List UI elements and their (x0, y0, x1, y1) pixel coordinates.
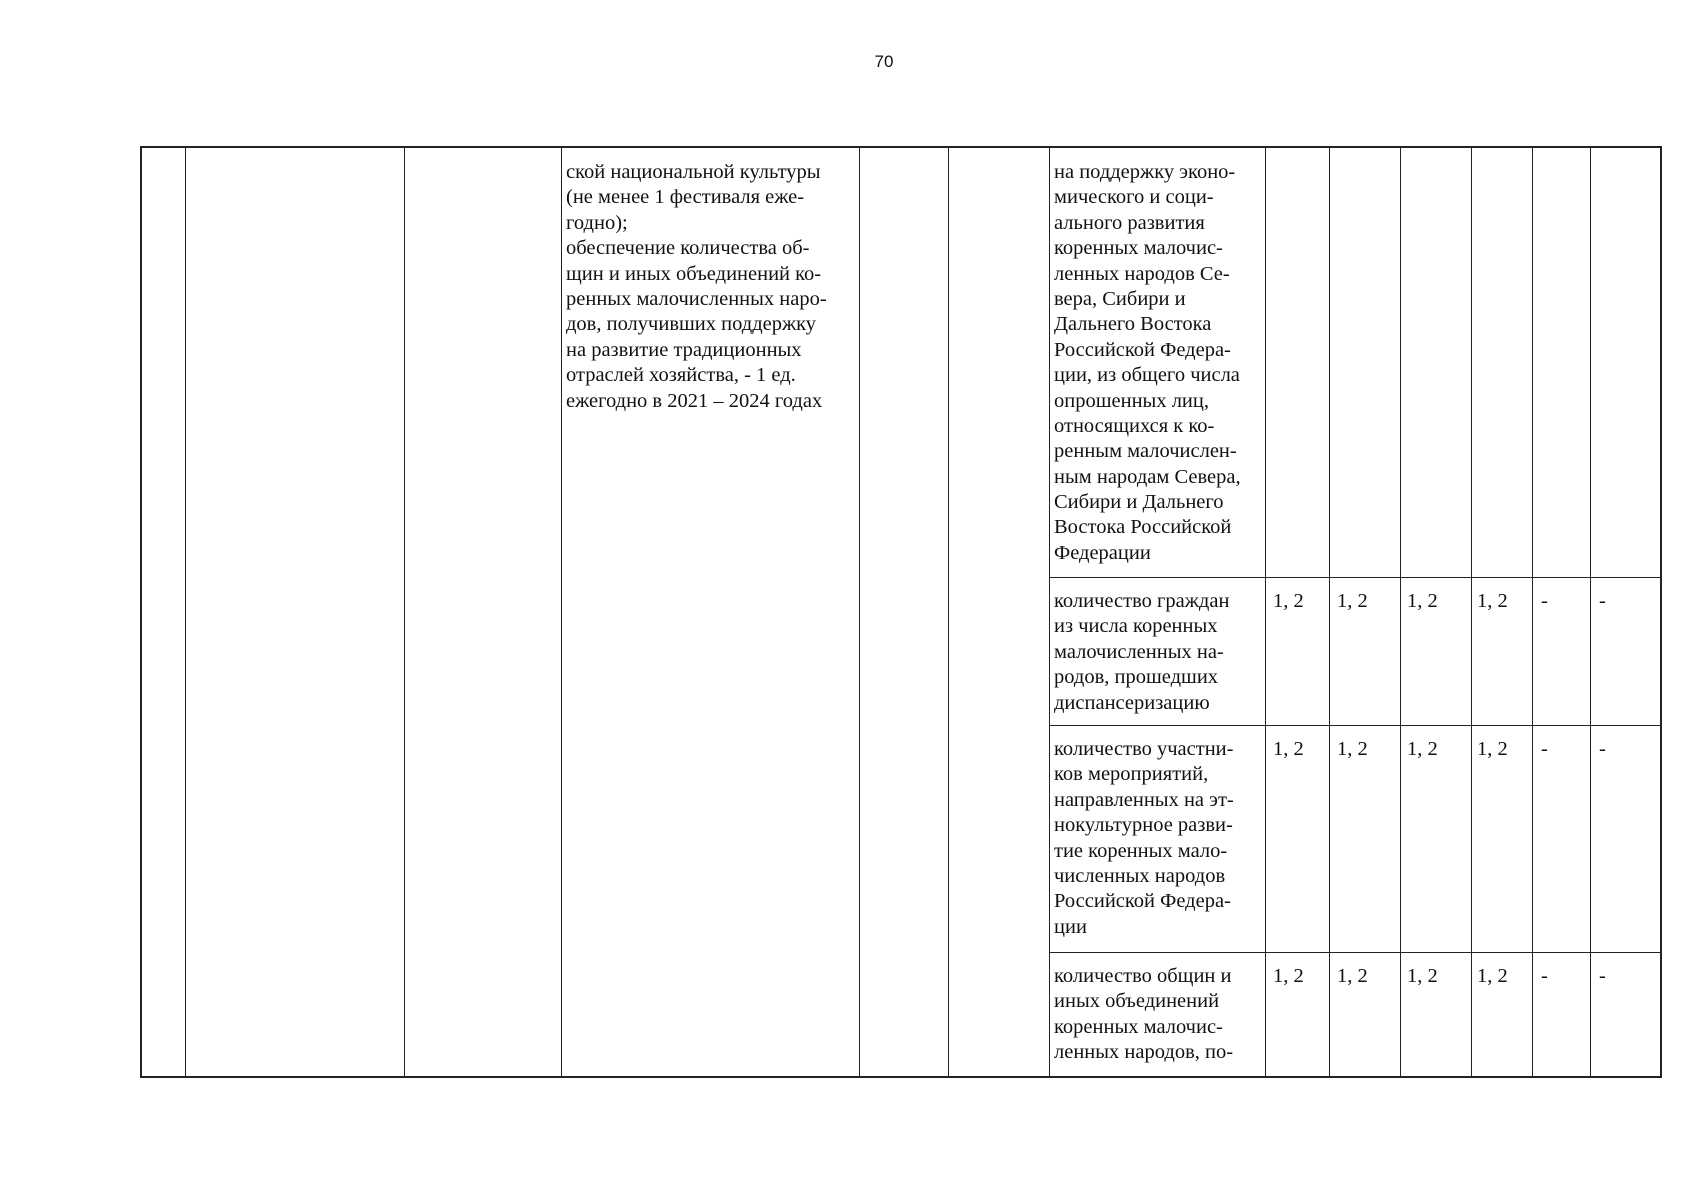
cell-text-line: количество участни- (1054, 738, 1234, 760)
table-rule (1049, 725, 1661, 726)
indicator-value: 1, 2 (1407, 738, 1438, 760)
indicator-value: - (1599, 738, 1606, 760)
table-rule (1471, 147, 1472, 1077)
table-rule (185, 147, 186, 1077)
table-rule (404, 147, 405, 1077)
cell-text-line: Федерации (1054, 541, 1151, 564)
table-rule (1400, 147, 1401, 1077)
page-number: 70 (874, 52, 894, 71)
cell-text-line: дов, получивших поддержку (566, 313, 817, 336)
cell-text-line: ков мероприятий, (1054, 763, 1209, 786)
cell-text-line: ренных малочисленных наро- (566, 287, 827, 310)
cell-text-line: ленных народов, по- (1054, 1041, 1234, 1064)
cell-text-line: количество граждан (1054, 590, 1230, 612)
cell-text-line: Российской Федера- (1054, 890, 1231, 913)
indicator-value: 1, 2 (1273, 965, 1304, 987)
indicator-cell (1054, 589, 1229, 716)
indicator-value: - (1541, 738, 1548, 760)
indicator-value: 1, 2 (1477, 590, 1508, 612)
cell-text-line: Российской Федера- (1054, 338, 1231, 361)
table-rule (140, 1076, 1662, 1078)
table-rule (140, 146, 1662, 148)
table-rule (1049, 952, 1661, 953)
cell-text-line: ным народам Севера, (1054, 465, 1241, 488)
indicator-value: 1, 2 (1273, 738, 1304, 760)
cell-text-line: количество общин и (1054, 965, 1232, 987)
table-rule (859, 147, 860, 1077)
table-rule (1590, 147, 1591, 1077)
table-rule (561, 147, 562, 1077)
cell-text-line: нокультурное разви- (1054, 814, 1233, 837)
cell-text-line: ленных народов Се- (1054, 262, 1230, 285)
table-rule (948, 147, 949, 1077)
cell-text-line: численных народов (1054, 864, 1226, 887)
cell-text-line: обеспечение количества об- (566, 237, 810, 260)
cell-text-line: Сибири и Дальнего (1054, 491, 1224, 514)
indicator-cell (1054, 160, 1241, 566)
cell-text-line: из числа коренных (1054, 615, 1218, 638)
indicator-value: - (1541, 965, 1548, 987)
cell-text-line: родов, прошедших (1054, 666, 1219, 689)
table-rule (1049, 577, 1661, 578)
indicator-value: 1, 2 (1337, 590, 1368, 612)
cell-text-line: вера, Сибири и (1054, 287, 1186, 310)
cell-text-line: ции (1054, 915, 1087, 938)
cell-text-line: ежегодно в 2021 – 2024 годах (566, 389, 823, 412)
indicator-cell (1054, 964, 1233, 1066)
cell-text-line: Востока Российской (1054, 516, 1232, 539)
cell-text-line: ального развития (1054, 211, 1205, 234)
goals-cell (566, 160, 827, 414)
table-rule (1049, 147, 1050, 1077)
table-rule (1660, 147, 1662, 1077)
table-rule (140, 147, 142, 1077)
cell-text-line: мического и соци- (1054, 186, 1214, 209)
indicator-value: 1, 2 (1337, 738, 1368, 760)
cell-text-line: коренных малочис- (1054, 1015, 1223, 1038)
cell-text-line: щин и иных объединений ко- (566, 262, 822, 285)
cell-text-line: опрошенных лиц, (1054, 389, 1209, 412)
indicator-value: 1, 2 (1337, 965, 1368, 987)
indicator-value: - (1599, 965, 1606, 987)
cell-text-line: тие коренных мало- (1054, 839, 1228, 862)
indicator-value: 1, 2 (1407, 590, 1438, 612)
cell-text-line: Дальнего Востока (1054, 313, 1212, 336)
cell-text-line: малочисленных на- (1054, 640, 1224, 663)
table-rule (1532, 147, 1533, 1077)
table-rule (1329, 147, 1330, 1077)
cell-text-line: направленных на эт- (1054, 788, 1234, 811)
indicator-value: 1, 2 (1477, 738, 1508, 760)
cell-text-line: коренных малочис- (1054, 237, 1223, 260)
indicator-value: 1, 2 (1477, 965, 1508, 987)
indicator-value: 1, 2 (1273, 590, 1304, 612)
cell-text-line: (не менее 1 фестиваля еже- (566, 186, 805, 209)
indicator-value: - (1599, 590, 1606, 612)
cell-text-line: на поддержку эконо- (1054, 161, 1236, 183)
cell-text-line: отраслей хозяйства, - 1 ед. (566, 364, 796, 387)
table-rule (1265, 147, 1266, 1077)
cell-text-line: ской национальной культуры (566, 161, 821, 183)
cell-text-line: иных объединений (1054, 990, 1220, 1013)
cell-text-line: ренным малочислен- (1054, 440, 1237, 463)
cell-text-line: ции, из общего числа (1054, 364, 1240, 387)
cell-text-line: на развитие традиционных (566, 338, 802, 361)
cell-text-line: относящихся к ко- (1054, 414, 1215, 437)
cell-text-line: диспансеризацию (1054, 691, 1210, 714)
indicator-cell (1054, 737, 1234, 940)
cell-text-line: годно); (566, 211, 628, 234)
indicator-value: - (1541, 590, 1548, 612)
indicator-value: 1, 2 (1407, 965, 1438, 987)
